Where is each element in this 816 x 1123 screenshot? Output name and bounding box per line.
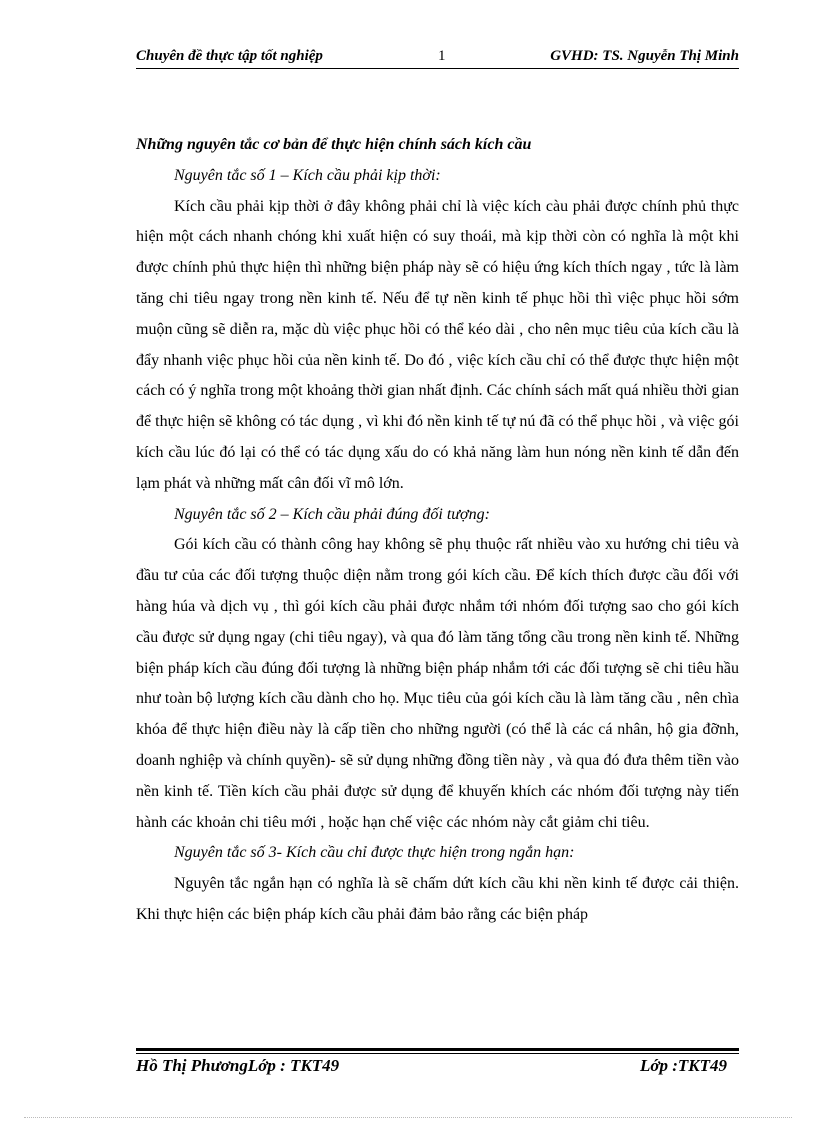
principle-1-paragraph: Kích cầu phải kịp thời ở đây không phải chỉ là việc kích càu phải được chính phủ thực hiện một cách nhanh chóng khi xuất hiện có suy thoái, mà kịp thời còn có nghĩa là một khi được chính phủ thực hiện thì những biện pháp này sẽ có hiệu ứng kích thích ngay , tức là làm tăng chi tiêu ngay trong nền kinh tế. Nếu để tự nền kinh tế phục hồi thì việc phục hồi sớm muộn cũng sẽ diễn ra, mặc dù việc phục hồi có thể kéo dài , cho nên mục tiêu của kích cầu là đẩy nhanh việc phục hồi của nền kinh tế. Do đó , việc kích cầu chỉ có thể được thực hiện một cách có ý nghĩa trong một khoảng thời gian nhất định. Các chính sách mất quá nhiều thời gian để thực hiện sẽ không có tác dụng , vì khi đó nền kinh tế tự nú đã có thể phục hồi , và việc gói kích cầu lúc đó lại có thể có tác dụng xấu do có khả năng làm hun nóng nền kinh tế dẫn đến lạm phát và những mất cân đối vĩ mô lớn.	[136, 197, 739, 492]
principle-1-title: Nguyên tắc số 1 – Kích cầu phải kịp thời:	[174, 166, 441, 184]
header-page-number: 1	[438, 48, 446, 64]
footer-class: Lớp :TKT49	[639, 1056, 727, 1075]
header-document-title: Chuyên đề thực tập tốt nghiệp	[136, 48, 323, 64]
page-boundary	[24, 1117, 792, 1118]
header-supervisor: GVHD: TS. Nguyễn Thị Minh	[550, 48, 739, 64]
principle-3-title: Nguyên tắc số 3- Kích cầu chỉ được thực hiện trong ngắn hạn:	[174, 844, 575, 862]
footer-divider-thick	[136, 1048, 739, 1051]
document-body	[136, 130, 739, 931]
footer-divider-thin	[136, 1053, 739, 1054]
principle-3-paragraph: Nguyên tắc ngắn hạn có nghĩa là sẽ chấm dứt kích cầu khi nền kinh tế được cải thiện. Khi thực hiện các biện pháp kích cầu phải đảm bảo rằng các biện pháp	[136, 875, 739, 923]
page-footer	[136, 1056, 739, 1080]
page-header	[136, 46, 739, 69]
section-title: Những nguyên tắc cơ bản để thực hiện chính sách kích cầu	[136, 136, 532, 153]
footer-author: Hồ Thị PhươngLớp : TKT49	[136, 1056, 340, 1075]
principle-2-paragraph: Gói kích cầu có thành công hay không sẽ phụ thuộc rất nhiều vào xu hướng chi tiêu và đầu tư của các đối tượng thuộc diện nằm trong gói kích cầu. Để kích thích được cầu đối với hàng húa và dịch vụ , thì gói kích cầu phải được nhắm tới nhóm đối tượng sao cho gói kích cầu được sử dụng ngay (chi tiêu ngay), và qua đó làm tăng tổng cầu trong nền kinh tế. Những biện pháp kích cầu đúng đối tượng là những biện pháp nhắm tới các đối tượng sẽ chi tiêu hầu như toàn bộ lượng kích cầu dành cho họ. Mục tiêu của gói kích cầu là làm tăng cầu , nên chìa khóa để thực hiện điều này là cấp tiền cho những người (có thể là các cá nhân, hộ gia đỡnh, doanh nghiệp và chính quyền)- sẽ sử dụng những đồng tiền này , và qua đó đưa thêm tiền vào nền kinh tế. Tiền kích cầu phải được sử dụng để khuyến khích các nhóm đối tượng này tiến hành các khoản chi tiêu mới , hoặc hạn chế việc các nhóm này cắt giảm chi tiêu.	[136, 536, 739, 831]
principle-2-title: Nguyên tắc số 2 – Kích cầu phải đúng đối tượng:	[174, 505, 490, 523]
